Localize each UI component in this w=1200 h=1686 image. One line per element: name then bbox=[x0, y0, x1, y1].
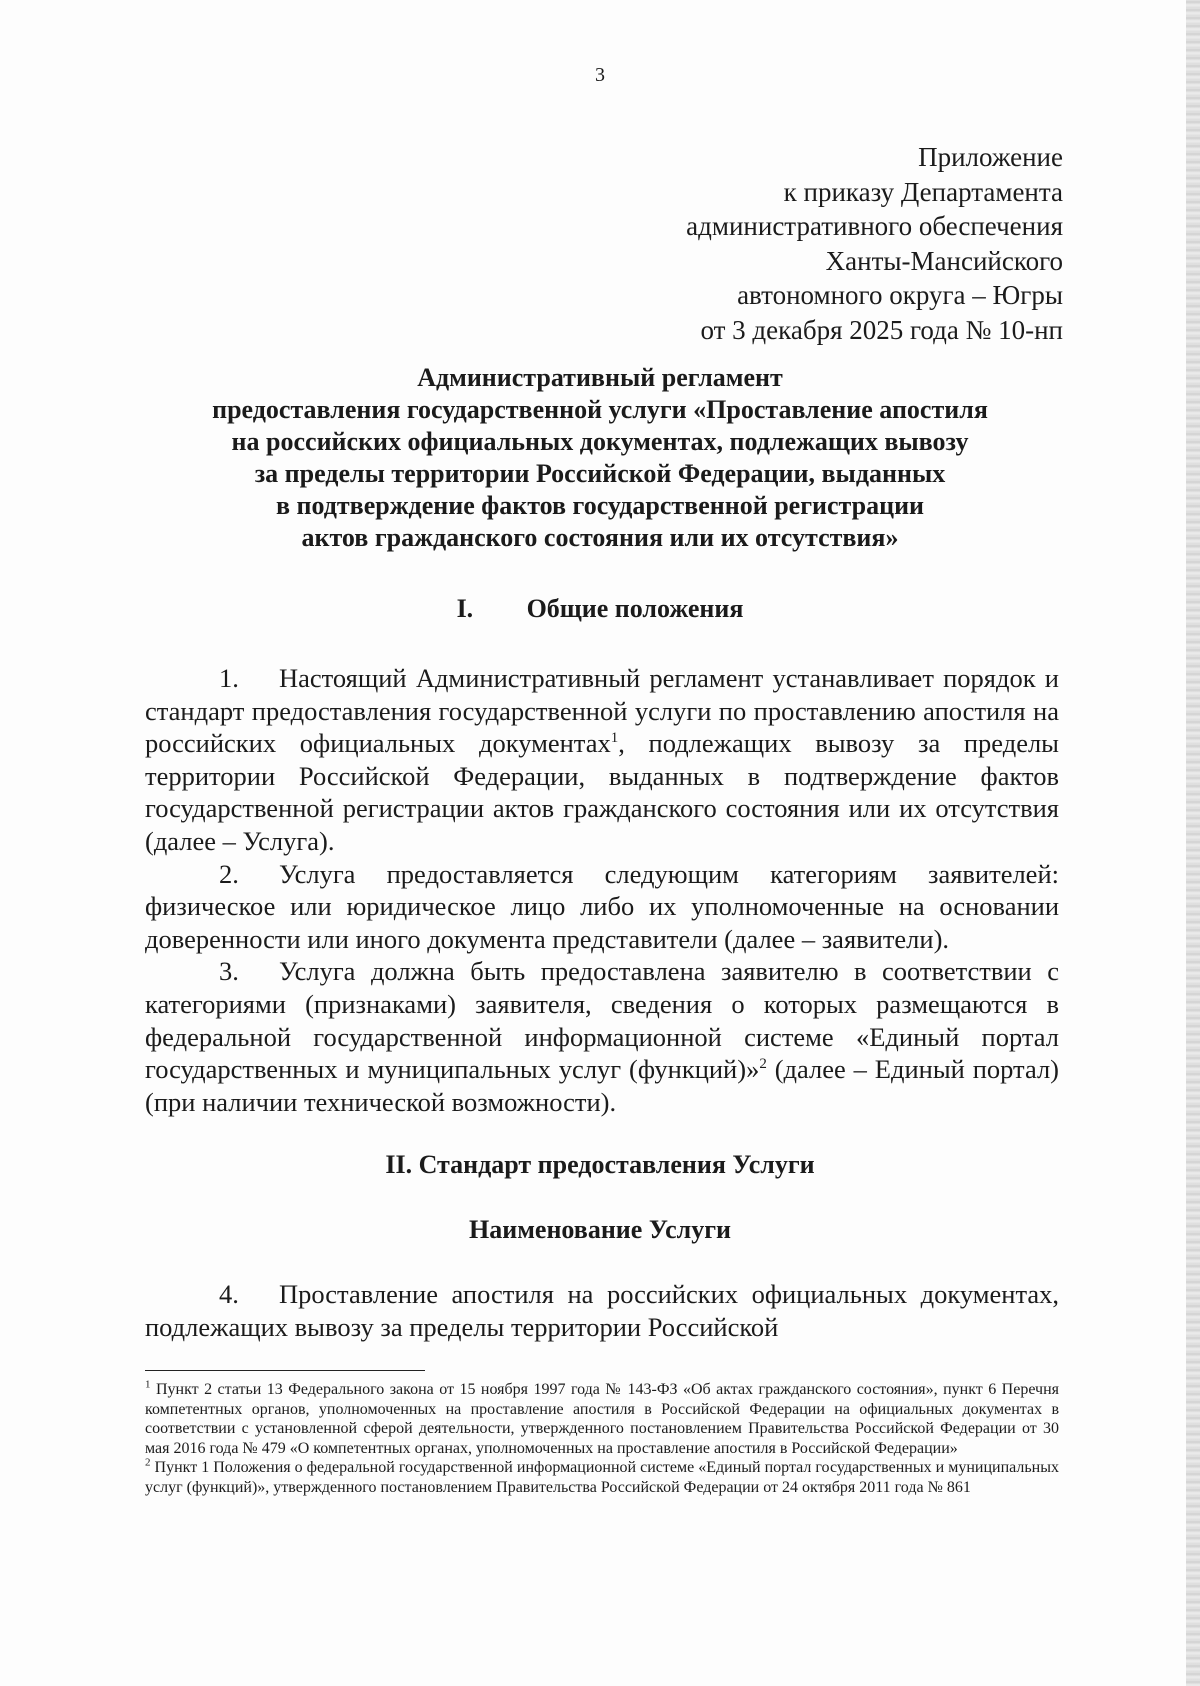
section-standard-heading: II. Стандарт предоставления Услуги bbox=[385, 1150, 815, 1179]
title-line: предоставления государственной услуги «Проставление апостиля bbox=[212, 395, 988, 424]
annex-line: Ханты-Мансийского bbox=[825, 245, 1063, 276]
title-line: Административный регламент bbox=[417, 363, 783, 392]
paragraph-number: 2. bbox=[219, 858, 239, 889]
paragraph-number: 3. bbox=[219, 956, 239, 987]
annex-line: к приказу Департамента bbox=[783, 176, 1063, 207]
footnote-ref: 2 bbox=[759, 1056, 767, 1073]
footnote-mark: 1 bbox=[145, 1378, 151, 1391]
annex-line: автономного округа – Югры bbox=[737, 280, 1063, 310]
section-general-heading bbox=[140, 594, 1060, 624]
annex-line: Приложение bbox=[918, 142, 1063, 172]
annex-line: административного обеспечения bbox=[686, 211, 1063, 241]
paragraph-2: 2. Услуга предоставляется следующим категориям заявителей: физическое или юридическое лицо либо их уполномоченные на основании доверенности или иного документа представители (далее – заявители). bbox=[145, 858, 1059, 954]
section-title: Общие положения bbox=[526, 594, 744, 623]
title-line: актов гражданского состояния или их отсутствия» bbox=[301, 523, 899, 552]
paragraph-4: 4. Проставление апостиля на российских официальных документах, подлежащих вывозу за пределы территории Российской bbox=[145, 1279, 1059, 1342]
title-line: в подтверждение фактов государственной регистрации bbox=[275, 491, 925, 520]
paragraph-1: 1. Настоящий Административный регламент устанавливает порядок и стандарт предоставления государственной услуги по проставлению апостиля на российских официальных документах$^1$, подлежащих вывозу за пределы территории Российской Федерации, выданных в подтверждение фактов государственной регистрации актов гражданского состояния или их отсутствия (далее – Услуга). bbox=[145, 663, 1059, 856]
footnote-1: $^1$ Пункт 2 статьи 13 Федерального закона от 15 ноября 1997 года № 143-ФЗ «Об актах гражданского состояния», пункт 6 Перечня компетентных органов, уполномоченных на проставление апостиля в Российской Федерации на официальных документах в соответствии с установленной сферой деятельности, утвержденного постановлением Правительства Российской Федерации от 30 мая 2016 года № 479 «О компетентных органах, уполномоченных на проставление апостиля в Российской Федерации» bbox=[145, 1378, 1059, 1457]
service-name-body bbox=[145, 1278, 1059, 1343]
document-title bbox=[140, 362, 1060, 554]
paragraph-3: 3. Услуга должна быть предоставлена заявителю в соответствии с категориями (признаками) заявителя, сведения о которых размещаются в федеральной государственной информационной системе «Единый портал государственных и муниципальных услуг (функций)»$^2$ (далее – Единый портал) (при наличии технической возможности). bbox=[145, 956, 1059, 1117]
footnote-mark: 2 bbox=[145, 1456, 151, 1469]
title-line: за пределы территории Российской Федерации, выданных bbox=[254, 459, 946, 488]
general-provisions-body bbox=[145, 662, 1059, 1118]
footnote-2: $^2$ Пункт 1 Положения о федеральной государственной информационной системе «Единый портал государственных и муниципальных услуг (функций)», утвержденного постановлением Правительства Российской Федерации от 24 октября 2011 года № 861 bbox=[145, 1456, 1059, 1496]
title-line: на российских официальных документах, подлежащих вывозу bbox=[231, 427, 969, 456]
scan-edge bbox=[1186, 0, 1200, 1686]
footnote-separator bbox=[145, 1370, 425, 1371]
footnotes bbox=[145, 1380, 1059, 1497]
annex-block bbox=[503, 140, 1063, 347]
page-number: 3 bbox=[595, 64, 605, 86]
annex-line: от 3 декабря 2025 года № 10-нп bbox=[700, 314, 1063, 345]
paragraph-number: 4. bbox=[219, 1279, 239, 1309]
subsection-service-name-heading: Наименование Услуги bbox=[468, 1215, 732, 1244]
paragraph-number: 1. bbox=[219, 663, 239, 693]
footnote-ref: 1 bbox=[610, 730, 619, 747]
section-number: I. bbox=[456, 594, 474, 623]
